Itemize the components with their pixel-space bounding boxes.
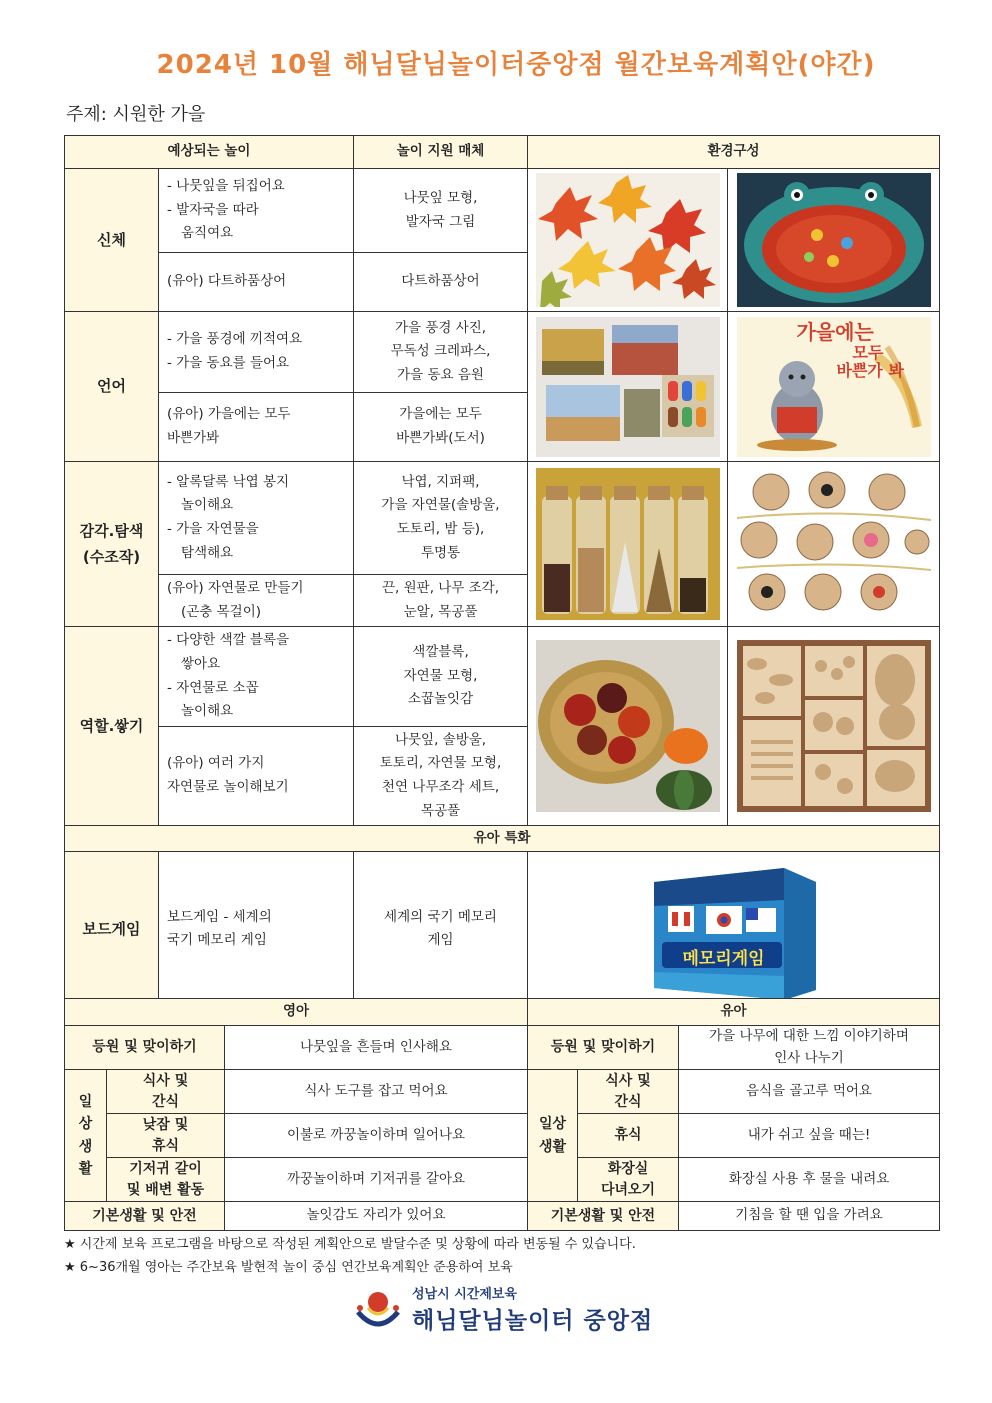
infant-safety-text: 놀잇감도 자리가 있어요: [225, 1202, 528, 1231]
play-cell: (유아) 가을에는 모두 바쁜가봐: [159, 393, 354, 462]
infant-meal-text: 식사 도구를 잡고 먹어요: [225, 1070, 528, 1114]
book-title-line2: 모두: [852, 342, 884, 362]
toddler-meal-text: 음식을 골고루 먹어요: [679, 1070, 940, 1114]
media-cell: 가을 풍경 사진, 무독성 크레파스, 가을 동요 음원: [354, 312, 528, 393]
play-cell: - 가을 풍경에 끼적여요 - 가을 동요를 들어요: [159, 312, 354, 393]
header-environment: 환경구성: [528, 136, 940, 169]
env-image-dartboard: [728, 169, 940, 312]
logo-big-text: 해님달님놀이터 중앙점: [412, 1308, 654, 1334]
header-expected-play: 예상되는 놀이: [65, 136, 354, 169]
infant-header: 영아: [65, 999, 528, 1026]
toddler-rest-text: 내가 쉬고 싶을 때는!: [679, 1114, 940, 1158]
infant-arrival-text: 나뭇잎을 흔들며 인사해요: [225, 1026, 528, 1070]
env-image-memory-game-box: [528, 852, 940, 1007]
toddler-rest-label: 휴식: [578, 1114, 679, 1158]
page-title: 2024년 10월 해님달님놀이터중앙점 월간보육계획안(야간): [156, 50, 876, 80]
logo-small-text: 성남시 시간제보육: [412, 1287, 517, 1302]
toddler-header: 유아: [528, 999, 940, 1026]
infant-nap-label: 낮잠 및 휴식: [107, 1114, 225, 1158]
play-cell: - 다양한 색깔 블록을 쌓아요 - 자연물로 소꼽 놀이해요: [159, 627, 354, 727]
plan-table: [64, 135, 940, 1007]
infant-nap-text: 이불로 까꿍놀이하며 일어나요: [225, 1114, 528, 1158]
infant-safety-label: 기본생활 및 안전: [65, 1202, 225, 1231]
infant-diaper-text: 까꿍놀이하며 기저귀를 갈아요: [225, 1158, 528, 1202]
infant-meal-label: 식사 및 간식: [107, 1070, 225, 1114]
daily-table: [64, 998, 940, 1231]
media-cell: 끈, 원판, 나무 조각, 눈알, 목공풀: [354, 575, 528, 627]
play-cell: (유아) 다트하품상어: [159, 253, 354, 312]
category-board-game: 보드게임: [65, 852, 159, 1007]
play-cell: (유아) 여러 가지 자연물로 놀이해보기: [159, 726, 354, 826]
notes: [64, 1234, 636, 1280]
env-image-bottles: [528, 462, 728, 627]
category-language: 언어: [65, 312, 159, 462]
infant-daily-life-label: 일 상 생 활: [65, 1070, 107, 1202]
category-role-blocks: 역할.쌓기: [65, 627, 159, 826]
infant-diaper-label: 기저귀 갈이 및 배변 활동: [107, 1158, 225, 1202]
header-media: 놀이 지원 매체: [354, 136, 528, 169]
book-title-line1: 가을에는: [796, 319, 874, 344]
seongnam-emblem-icon: [350, 1286, 406, 1332]
center-logo: [350, 1283, 653, 1335]
special-header: 유아 특화: [65, 826, 940, 852]
category-body: 신체: [65, 169, 159, 312]
toddler-daily-life-label: 일상 생활: [528, 1070, 578, 1202]
toddler-toilet-label: 화장실 다녀오기: [578, 1158, 679, 1202]
toddler-safety-text: 기침을 할 땐 입을 가려요: [679, 1202, 940, 1231]
category-sensory: 감각.탐색 (수조작): [65, 462, 159, 627]
note-2: ★ 6~36개월 영아는 주간보육 발현적 놀이 중심 연간보육계획안 준용하여 보육: [64, 1259, 513, 1275]
media-cell: 다트하품상어: [354, 253, 528, 312]
env-image-leaves: [528, 169, 728, 312]
toddler-meal-label: 식사 및 간식: [578, 1070, 679, 1114]
play-cell: - 나뭇잎을 뒤집어요 - 발자국을 따라 움직여요: [159, 169, 354, 253]
env-image-book-cover: [728, 312, 940, 462]
media-cell: 색깔블록, 자연물 모형, 소꿉놀잇감: [354, 627, 528, 727]
toddler-arrival-text: 가을 나무에 대한 느낌 이야기하며 인사 나누기: [679, 1026, 940, 1070]
media-cell: 나뭇잎 모형, 발자국 그림: [354, 169, 528, 253]
play-cell: 보드게임 - 세계의 국기 메모리 게임: [159, 852, 354, 1007]
book-title-line3: 바쁜가 봐: [836, 360, 904, 380]
note-1: ★ 시간제 보육 프로그램을 바탕으로 작성된 계획안으로 발달수준 및 상황에 따라 변동될 수 있습니다.: [64, 1237, 636, 1252]
toddler-safety-label: 기본생활 및 안전: [528, 1202, 679, 1231]
memory-game-box-label: 메모리게임: [682, 949, 765, 970]
media-cell: 가을에는 모두 바쁜가봐(도서): [354, 393, 528, 462]
media-cell: 나뭇잎, 솔방울, 토토리, 자연물 모형, 천연 나무조각 세트, 목공풀: [354, 726, 528, 826]
env-image-basket-fruits: [528, 627, 728, 826]
env-image-landscape-photos: [528, 312, 728, 462]
toddler-arrival-label: 등원 및 맞이하기: [528, 1026, 679, 1070]
toddler-toilet-text: 화장실 사용 후 물을 내려요: [679, 1158, 940, 1202]
media-cell: 세계의 국기 메모리 게임: [354, 852, 528, 1007]
env-image-insect-necklaces: [728, 462, 940, 627]
play-cell: - 알록달록 낙엽 봉지 놀이해요 - 가을 자연물을 탐색해요: [159, 462, 354, 575]
env-image-wood-pieces: [728, 627, 940, 826]
subject: 주제: 시원한 가을: [66, 104, 206, 125]
play-cell: (유아) 자연물로 만들기 (곤충 목걸이): [159, 575, 354, 627]
infant-arrival-label: 등원 및 맞이하기: [65, 1026, 225, 1070]
media-cell: 낙엽, 지퍼팩, 가을 자연물(솔방울, 도토리, 밤 등), 투명통: [354, 462, 528, 575]
